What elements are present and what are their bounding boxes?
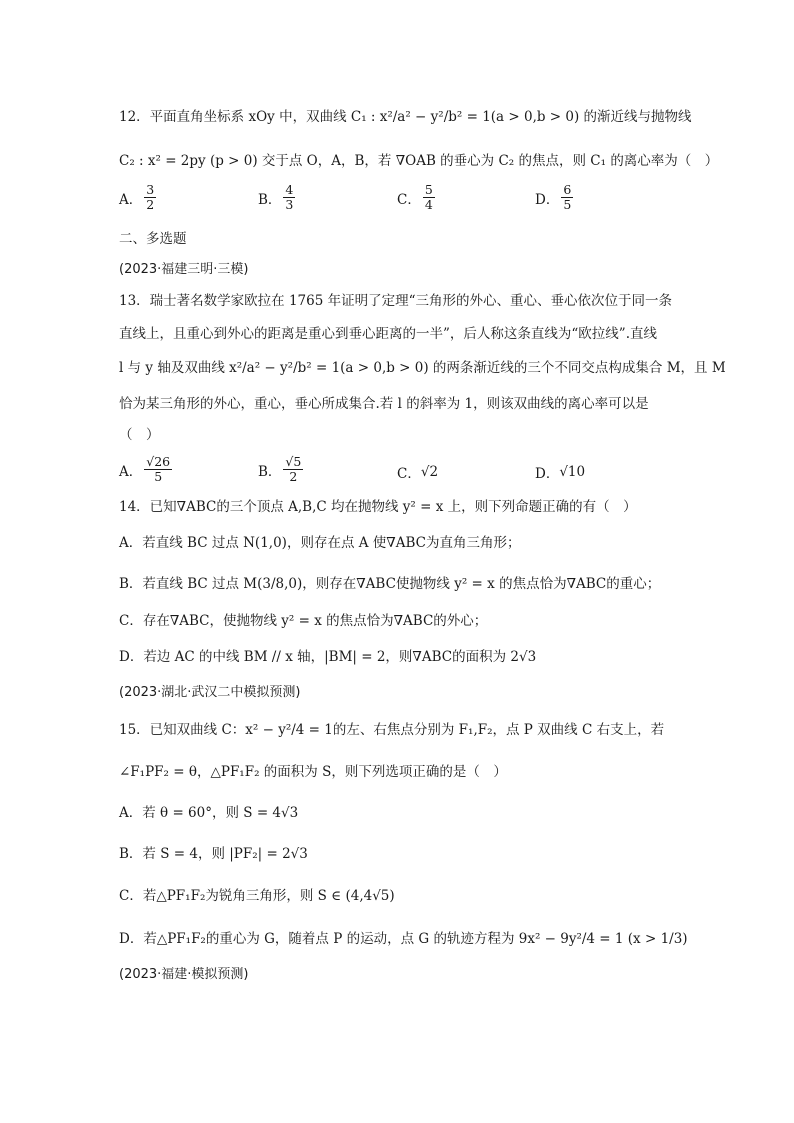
q13-option-d [535, 462, 585, 482]
source-tag-13: (2023·福建三明·三模) [119, 262, 249, 277]
source-tag-15: (2023·湖北·武汉二中模拟预测) [119, 685, 301, 700]
option-label: C． [397, 466, 421, 482]
q13-line5: （ ） [119, 427, 160, 443]
q12-option-d [535, 183, 575, 212]
fraction: $\frac{√26}{5}$ [146, 454, 171, 484]
q13-option-b [258, 455, 305, 484]
fraction: $\frac{5}{4}$ [424, 182, 433, 212]
q14-option-d: D．若边 AC 的中线 BM // x 轴，|BM| = 2，则∇ABC的面积为 2√3 [119, 649, 537, 665]
q14-option-c: C．存在∇ABC，使抛物线 y² = x 的焦点恰为∇ABC的外心； [119, 613, 488, 629]
q12-line1: 12．平面直角坐标系 xOy 中，双曲线 C₁ : x²/a² − y²/b² = 1(a > 0,b > 0) 的渐近线与抛物线 [119, 109, 692, 125]
q14-option-a: A．若直线 BC 过点 N(1,0)，则存在点 A 使∇ABC为直角三角形； [119, 535, 521, 551]
q12-option-c [397, 183, 437, 212]
q15-line1: 15．已知双曲线 C：x² − y²/4 = 1的左、右焦点分别为 F₁,F₂，点 P 双曲线 C 右支上，若 [119, 722, 665, 738]
q12-option-a [119, 183, 158, 212]
option-value: √10 [559, 464, 586, 480]
q15-option-b: B．若 S = 4，则 |PF₂| = 2√3 [119, 846, 308, 862]
q15-option-a: A．若 θ = 60°，则 S = 4√3 [119, 805, 299, 821]
option-label: A． [119, 463, 143, 480]
q12-line2: C₂ : x² = 2py (p > 0) 交于点 O，A，B，若 ∇OAB 的垂心为 C₂ 的焦点，则 C₁ 的离心率为（ ） [119, 153, 719, 169]
q15-line2: ∠F₁PF₂ = θ，△PF₁F₂ 的面积为 S，则下列选项正确的是（ ） [119, 764, 507, 780]
q13-line3: l 与 y 轴及双曲线 x²/a² − y²/b² = 1(a > 0,b > 0) 的两条渐近线的三个不同交点构成集合 M，且 M [119, 360, 726, 376]
q15-option-c: C．若△PF₁F₂为锐角三角形，则 S ∈ (4,4√5) [119, 888, 395, 904]
source-tag-16: (2023·福建·模拟预测) [119, 967, 249, 982]
option-label: B． [258, 463, 282, 480]
q13-line1: 13．瑞士著名数学家欧拉在 1765 年证明了定理“三角形的外心、重心、垂心依次位于同一条 [119, 293, 673, 309]
fraction: $\frac{3}{2}$ [146, 182, 155, 212]
q12-option-b [258, 183, 297, 212]
q14-stem: 14．已知∇ABC的三个顶点 A,B,C 均在抛物线 y² = x 上，则下列命题正确的有（ ） [119, 499, 637, 515]
q13-line4: 恰为某三角形的外心，重心，垂心所成集合.若 l 的斜率为 1，则该双曲线的离心率可以是 [119, 396, 649, 412]
q14-option-b: B．若直线 BC 过点 M(3/8,0)，则存在∇ABC使抛物线 y² = x 的焦点恰为∇ABC的重心； [119, 576, 661, 592]
fraction: $\frac{√5}{2}$ [285, 454, 302, 484]
q13-option-a [119, 455, 174, 484]
option-label: D． [535, 466, 560, 482]
section-heading: 二、多选题 [119, 231, 187, 247]
option-label: A． [119, 191, 143, 208]
q15-option-d: D．若△PF₁F₂的重心为 G，随着点 P 的运动，点 G 的轨迹方程为 9x² − 9y²/4 = 1 (x > 1/3) [119, 931, 688, 947]
option-label: D． [535, 191, 560, 208]
option-label: C． [397, 191, 421, 208]
q13-option-c [397, 462, 438, 482]
fraction: $\frac{4}{3}$ [285, 182, 294, 212]
option-label: B． [258, 191, 282, 208]
q13-line2: 直线上，且重心到外心的距离是重心到垂心距离的一半”，后人称这条直线为“欧拉线”.直线 [119, 326, 657, 342]
option-value: √2 [420, 464, 439, 480]
fraction: $\frac{6}{5}$ [563, 182, 572, 212]
